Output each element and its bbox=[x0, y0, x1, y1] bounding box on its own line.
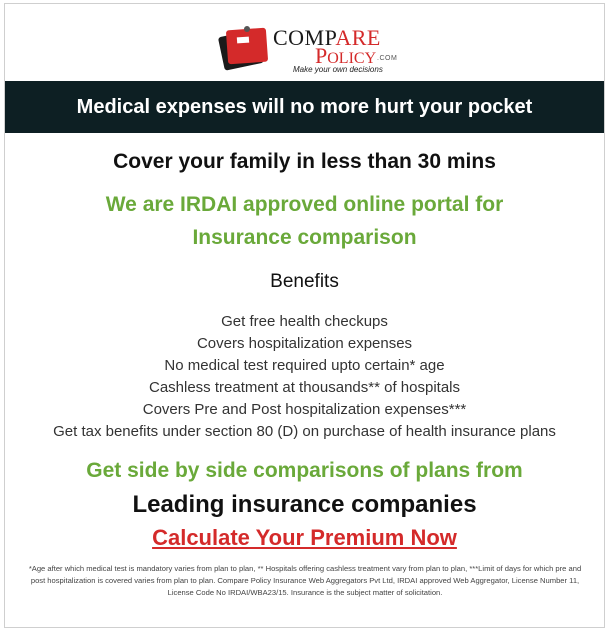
benefits-title: Benefits bbox=[270, 271, 339, 292]
benefit-item: Get tax benefits under section 80 (D) on purchase of health insurance plans bbox=[53, 423, 556, 440]
comparison-line-1: Get side by side comparisons of plans from bbox=[86, 459, 523, 482]
benefit-item: Cashless treatment at thousands** of hospitals bbox=[148, 379, 460, 396]
calculate-premium-link[interactable]: Calculate Your Premium Now bbox=[152, 525, 457, 550]
approved-line-2: Insurance comparison bbox=[192, 226, 417, 249]
benefit-item: Covers Pre and Post hospitalization expenses*** bbox=[142, 401, 467, 418]
compare-policy-logo[interactable] bbox=[215, 21, 415, 79]
headline-banner bbox=[5, 81, 604, 133]
comparison-line-2: Leading insurance companies bbox=[132, 491, 477, 518]
approved-line-1: We are IRDAI approved online portal for bbox=[105, 193, 504, 216]
logo-policy-initial: P bbox=[315, 43, 328, 68]
ad-card bbox=[4, 3, 605, 628]
logo-tagline: Make your own decisions bbox=[293, 65, 383, 74]
logo-policy-rest: OLICY bbox=[327, 50, 377, 67]
benefit-item: No medical test required upto certain* age bbox=[164, 357, 445, 374]
benefit-item: Covers hospitalization expenses bbox=[196, 335, 413, 352]
banner-text: Medical expenses will no more hurt your pocket bbox=[76, 95, 533, 118]
logo-domain: .COM bbox=[377, 55, 398, 62]
logo-compare-prefix: COMP bbox=[273, 25, 336, 50]
headline: Cover your family in less than 30 mins bbox=[113, 150, 496, 173]
benefit-item: Get free health checkups bbox=[221, 313, 388, 330]
logo-folder-icon bbox=[215, 23, 271, 75]
logo-compare-suffix: ARE bbox=[335, 25, 381, 50]
cta-wrap bbox=[5, 525, 604, 551]
disclaimer: *Age after which medical test is mandatory varies from plan to plan, ** Hospitals offering cashless treatment vary from plan to plan, ***Limit of days for which pre and post hospitalization is covered varies from plan to plan. Compare Policy Insurance Web Aggregators Pvt Ltd, IRDAI approved Web Aggregator, License Number 11, License Code No IRDAI/WBA23/15. Insurance is the subject matter of solicitation. bbox=[28, 564, 582, 597]
